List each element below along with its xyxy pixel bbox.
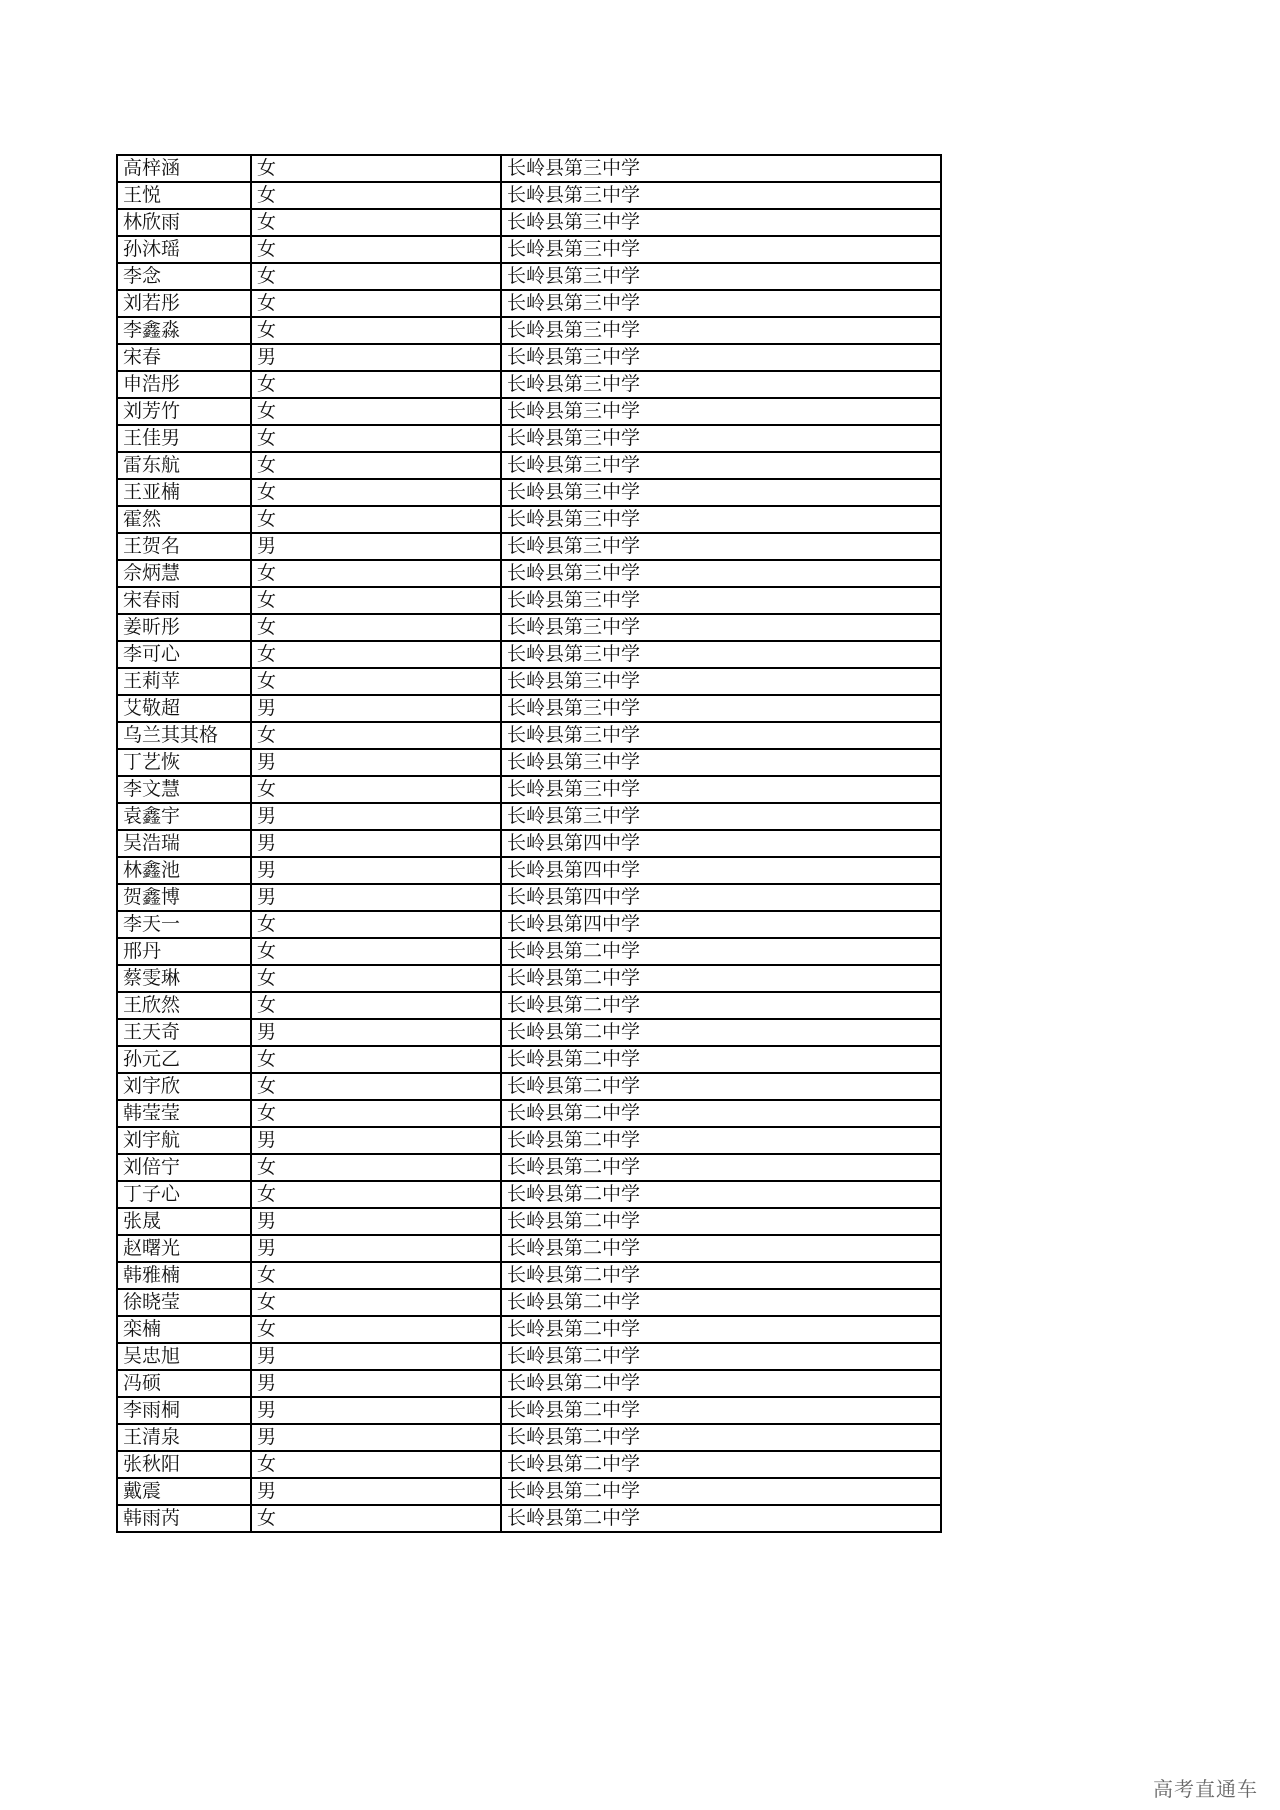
student-name-cell: 栾楠 (117, 1316, 251, 1343)
table-row (117, 533, 941, 560)
table-row (117, 803, 941, 830)
school-cell: 长岭县第三中学 (501, 668, 941, 695)
gender-cell: 女 (251, 317, 501, 344)
school-cell: 长岭县第二中学 (501, 992, 941, 1019)
table-row (117, 263, 941, 290)
student-name-cell: 王亚楠 (117, 479, 251, 506)
student-name-cell: 戴震 (117, 1478, 251, 1505)
gender-cell: 女 (251, 992, 501, 1019)
school-cell: 长岭县第三中学 (501, 344, 941, 371)
gender-cell: 女 (251, 614, 501, 641)
student-name-cell: 雷东航 (117, 452, 251, 479)
school-cell: 长岭县第二中学 (501, 1208, 941, 1235)
gender-cell: 男 (251, 533, 501, 560)
gender-cell: 女 (251, 587, 501, 614)
gender-cell: 女 (251, 965, 501, 992)
table-row (117, 425, 941, 452)
school-cell: 长岭县第三中学 (501, 209, 941, 236)
school-cell: 长岭县第二中学 (501, 1370, 941, 1397)
school-cell: 长岭县第四中学 (501, 884, 941, 911)
table-row (117, 776, 941, 803)
table-row (117, 1343, 941, 1370)
student-name-cell: 韩莹莹 (117, 1100, 251, 1127)
school-cell: 长岭县第三中学 (501, 722, 941, 749)
table-row (117, 1451, 941, 1478)
table-row (117, 398, 941, 425)
student-name-cell: 徐晓莹 (117, 1289, 251, 1316)
table-row (117, 1127, 941, 1154)
student-name-cell: 宋春雨 (117, 587, 251, 614)
gender-cell: 男 (251, 1370, 501, 1397)
gender-cell: 男 (251, 1127, 501, 1154)
school-cell: 长岭县第四中学 (501, 857, 941, 884)
gender-cell: 男 (251, 1235, 501, 1262)
table-row (117, 1397, 941, 1424)
gender-cell: 女 (251, 1505, 501, 1532)
school-cell: 长岭县第三中学 (501, 803, 941, 830)
table-row (117, 1424, 941, 1451)
school-cell: 长岭县第三中学 (501, 749, 941, 776)
table-row (117, 479, 941, 506)
student-name-cell: 刘宇欣 (117, 1073, 251, 1100)
gender-cell: 女 (251, 506, 501, 533)
student-name-cell: 刘若彤 (117, 290, 251, 317)
gender-cell: 女 (251, 263, 501, 290)
school-cell: 长岭县第二中学 (501, 938, 941, 965)
student-name-cell: 高梓涵 (117, 155, 251, 182)
student-name-cell: 申浩彤 (117, 371, 251, 398)
gender-cell: 女 (251, 1289, 501, 1316)
table-row (117, 722, 941, 749)
gender-cell: 男 (251, 1424, 501, 1451)
school-cell: 长岭县第三中学 (501, 479, 941, 506)
gender-cell: 男 (251, 884, 501, 911)
gender-cell: 女 (251, 1046, 501, 1073)
student-name-cell: 王莉苹 (117, 668, 251, 695)
student-name-cell: 李可心 (117, 641, 251, 668)
student-name-cell: 李文慧 (117, 776, 251, 803)
school-cell: 长岭县第三中学 (501, 182, 941, 209)
gender-cell: 女 (251, 1100, 501, 1127)
gender-cell: 女 (251, 452, 501, 479)
table-row (117, 1181, 941, 1208)
table-row (117, 344, 941, 371)
student-name-cell: 张秋阳 (117, 1451, 251, 1478)
student-name-cell: 李念 (117, 263, 251, 290)
gender-cell: 女 (251, 1181, 501, 1208)
student-name-cell: 刘宇航 (117, 1127, 251, 1154)
school-cell: 长岭县第三中学 (501, 290, 941, 317)
gender-cell: 男 (251, 1208, 501, 1235)
student-name-cell: 刘倍宁 (117, 1154, 251, 1181)
table-row (117, 668, 941, 695)
gender-cell: 女 (251, 236, 501, 263)
table-row (117, 1019, 941, 1046)
gender-cell: 女 (251, 911, 501, 938)
student-name-cell: 蔡雯琳 (117, 965, 251, 992)
school-cell: 长岭县第二中学 (501, 1424, 941, 1451)
student-name-cell: 王佳男 (117, 425, 251, 452)
gender-cell: 男 (251, 830, 501, 857)
school-cell: 长岭县第三中学 (501, 236, 941, 263)
school-cell: 长岭县第三中学 (501, 614, 941, 641)
student-name-cell: 赵曙光 (117, 1235, 251, 1262)
school-cell: 长岭县第二中学 (501, 1019, 941, 1046)
table-row (117, 884, 941, 911)
student-name-cell: 霍然 (117, 506, 251, 533)
table-row (117, 155, 941, 182)
watermark-text: 高考直通车 (1153, 1777, 1258, 1801)
table-row (117, 560, 941, 587)
gender-cell: 男 (251, 749, 501, 776)
table-row (117, 830, 941, 857)
school-cell: 长岭县第二中学 (501, 1073, 941, 1100)
student-name-cell: 李天一 (117, 911, 251, 938)
student-name-cell: 丁艺恢 (117, 749, 251, 776)
gender-cell: 女 (251, 641, 501, 668)
student-name-cell: 冯硕 (117, 1370, 251, 1397)
student-name-cell: 艾敬超 (117, 695, 251, 722)
school-cell: 长岭县第三中学 (501, 155, 941, 182)
table-row (117, 587, 941, 614)
school-cell: 长岭县第二中学 (501, 1397, 941, 1424)
student-name-cell: 吴浩瑞 (117, 830, 251, 857)
school-cell: 长岭县第三中学 (501, 641, 941, 668)
table-row (117, 695, 941, 722)
school-cell: 长岭县第二中学 (501, 1181, 941, 1208)
student-name-cell: 李鑫淼 (117, 317, 251, 344)
school-cell: 长岭县第二中学 (501, 1316, 941, 1343)
student-name-cell: 宋春 (117, 344, 251, 371)
school-cell: 长岭县第二中学 (501, 1505, 941, 1532)
student-name-cell: 孙元乙 (117, 1046, 251, 1073)
school-cell: 长岭县第二中学 (501, 1451, 941, 1478)
school-cell: 长岭县第四中学 (501, 911, 941, 938)
student-name-cell: 韩雅楠 (117, 1262, 251, 1289)
table-row (117, 614, 941, 641)
school-cell: 长岭县第二中学 (501, 965, 941, 992)
gender-cell: 男 (251, 857, 501, 884)
gender-cell: 女 (251, 1262, 501, 1289)
student-name-cell: 袁鑫宇 (117, 803, 251, 830)
table-row (117, 209, 941, 236)
school-cell: 长岭县第三中学 (501, 587, 941, 614)
table-row (117, 182, 941, 209)
school-cell: 长岭县第二中学 (501, 1262, 941, 1289)
student-name-cell: 孙沐瑶 (117, 236, 251, 263)
gender-cell: 男 (251, 344, 501, 371)
table-row (117, 857, 941, 884)
gender-cell: 女 (251, 398, 501, 425)
gender-cell: 女 (251, 479, 501, 506)
student-name-cell: 李雨桐 (117, 1397, 251, 1424)
student-name-cell: 王贺名 (117, 533, 251, 560)
table-row (117, 1046, 941, 1073)
gender-cell: 男 (251, 695, 501, 722)
student-name-cell: 韩雨芮 (117, 1505, 251, 1532)
student-name-cell: 贺鑫博 (117, 884, 251, 911)
gender-cell: 女 (251, 182, 501, 209)
school-cell: 长岭县第二中学 (501, 1289, 941, 1316)
gender-cell: 男 (251, 1478, 501, 1505)
school-cell: 长岭县第三中学 (501, 371, 941, 398)
gender-cell: 女 (251, 425, 501, 452)
student-name-cell: 王欣然 (117, 992, 251, 1019)
gender-cell: 女 (251, 938, 501, 965)
student-name-cell: 吴忠旭 (117, 1343, 251, 1370)
school-cell: 长岭县第三中学 (501, 695, 941, 722)
school-cell: 长岭县第二中学 (501, 1046, 941, 1073)
table-row (117, 290, 941, 317)
school-cell: 长岭县第二中学 (501, 1154, 941, 1181)
table-row (117, 317, 941, 344)
gender-cell: 女 (251, 1073, 501, 1100)
gender-cell: 女 (251, 560, 501, 587)
student-name-cell: 佘炳慧 (117, 560, 251, 587)
school-cell: 长岭县第三中学 (501, 452, 941, 479)
school-cell: 长岭县第二中学 (501, 1127, 941, 1154)
school-cell: 长岭县第二中学 (501, 1478, 941, 1505)
student-roster-table (116, 154, 942, 1533)
gender-cell: 女 (251, 1451, 501, 1478)
table-row (117, 911, 941, 938)
school-cell: 长岭县第二中学 (501, 1235, 941, 1262)
gender-cell: 女 (251, 155, 501, 182)
student-name-cell: 王悦 (117, 182, 251, 209)
school-cell: 长岭县第三中学 (501, 533, 941, 560)
student-name-cell: 张晟 (117, 1208, 251, 1235)
table-row (117, 1478, 941, 1505)
table-row (117, 1235, 941, 1262)
gender-cell: 女 (251, 209, 501, 236)
student-name-cell: 林欣雨 (117, 209, 251, 236)
table-row (117, 938, 941, 965)
roster-body (117, 155, 941, 1532)
table-row (117, 641, 941, 668)
student-name-cell: 刘芳竹 (117, 398, 251, 425)
school-cell: 长岭县第三中学 (501, 506, 941, 533)
school-cell: 长岭县第三中学 (501, 263, 941, 290)
school-cell: 长岭县第二中学 (501, 1343, 941, 1370)
table-row (117, 1100, 941, 1127)
student-name-cell: 王清泉 (117, 1424, 251, 1451)
table-row (117, 749, 941, 776)
school-cell: 长岭县第三中学 (501, 560, 941, 587)
gender-cell: 女 (251, 668, 501, 695)
table-row (117, 371, 941, 398)
student-name-cell: 王天奇 (117, 1019, 251, 1046)
gender-cell: 女 (251, 776, 501, 803)
school-cell: 长岭县第二中学 (501, 1100, 941, 1127)
gender-cell: 女 (251, 722, 501, 749)
table-row (117, 1289, 941, 1316)
table-row (117, 1505, 941, 1532)
gender-cell: 女 (251, 1316, 501, 1343)
table-row (117, 965, 941, 992)
gender-cell: 男 (251, 803, 501, 830)
school-cell: 长岭县第三中学 (501, 398, 941, 425)
school-cell: 长岭县第三中学 (501, 317, 941, 344)
student-name-cell: 邢丹 (117, 938, 251, 965)
table-row (117, 236, 941, 263)
school-cell: 长岭县第三中学 (501, 425, 941, 452)
gender-cell: 女 (251, 290, 501, 317)
student-name-cell: 丁子心 (117, 1181, 251, 1208)
gender-cell: 男 (251, 1019, 501, 1046)
student-name-cell: 林鑫池 (117, 857, 251, 884)
school-cell: 长岭县第三中学 (501, 776, 941, 803)
student-name-cell: 乌兰其其格 (117, 722, 251, 749)
table-row (117, 452, 941, 479)
gender-cell: 女 (251, 1154, 501, 1181)
table-row (117, 1208, 941, 1235)
table-row (117, 1154, 941, 1181)
table-row (117, 506, 941, 533)
table-row (117, 1262, 941, 1289)
gender-cell: 男 (251, 1343, 501, 1370)
table-row (117, 1370, 941, 1397)
school-cell: 长岭县第四中学 (501, 830, 941, 857)
table-row (117, 1316, 941, 1343)
gender-cell: 男 (251, 1397, 501, 1424)
table-row (117, 992, 941, 1019)
student-name-cell: 姜昕彤 (117, 614, 251, 641)
table-row (117, 1073, 941, 1100)
gender-cell: 女 (251, 371, 501, 398)
